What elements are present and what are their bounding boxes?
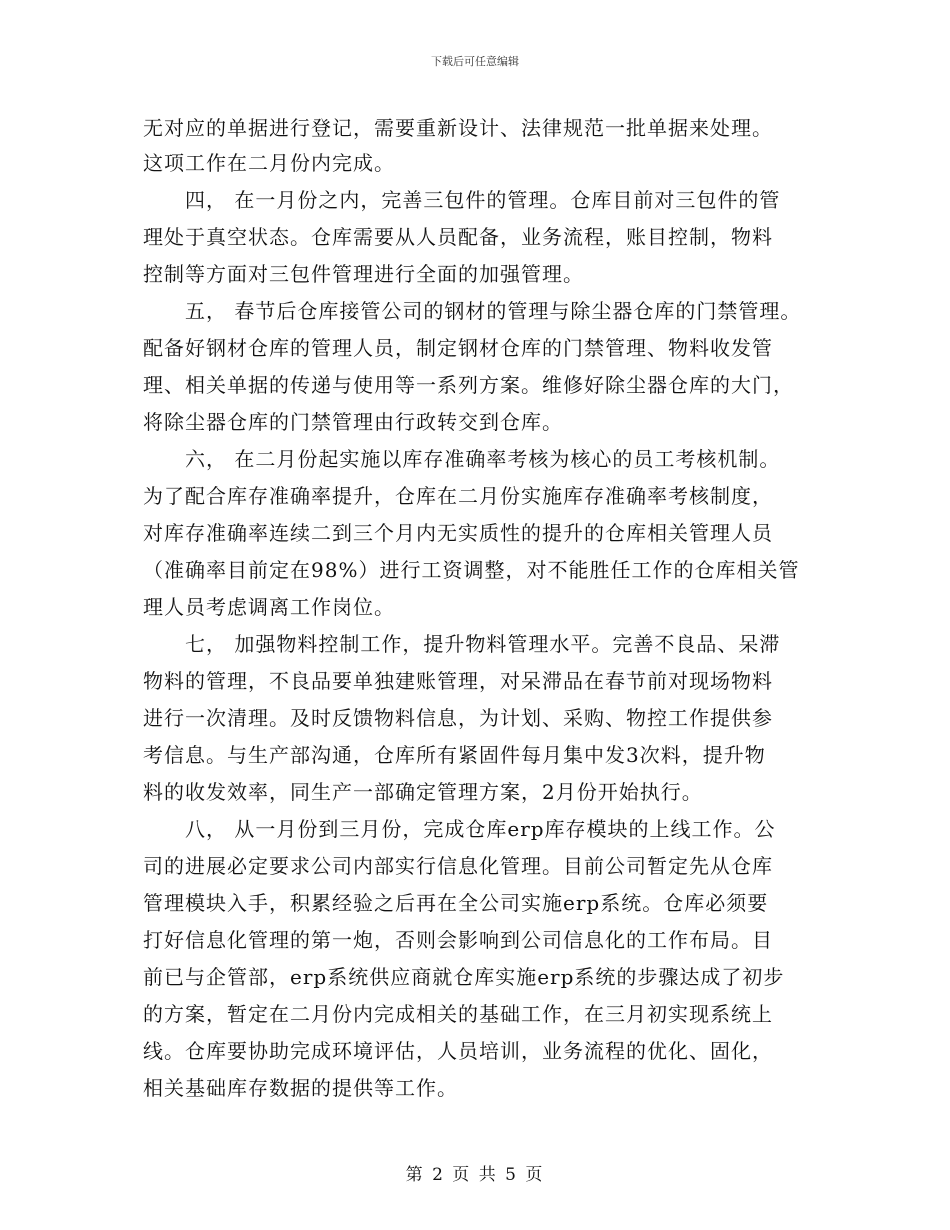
page-footer: 第 2 页 共 5 页 [405,1165,545,1185]
text-line: 料的收发效率，同生产一部确定管理方案，2月份开始执行。 [143,780,703,804]
text-line: 打好信息化管理的第一炮，否则会影响到公司信息化的工作布局。目 [143,928,773,952]
text-line: 理人员考虑调离工作岗位。 [143,595,395,619]
text-line: 前已与企管部，erp系统供应商就仓库实施erp系统的步骤达成了初步 [143,965,785,989]
text-line: 管理模块入手，积累经验之后再在全公司实施erp系统。仓库必须要 [143,891,769,915]
text-line: 为了配合库存准确率提升，仓库在二月份实施库存准确率考核制度， [143,484,773,508]
text-line: 的方案，暂定在二月份内完成相关的基础工作，在三月初实现系统上 [143,1002,773,1026]
text-line: 物料的管理，不良品要单独建账管理，对呆滞品在春节前对现场物料 [143,669,773,693]
text-line: 对库存准确率连续二到三个月内无实质性的提升的仓库相关管理人员 [143,521,773,545]
text-line: 相关基础库存数据的提供等工作。 [143,1076,458,1100]
text-line: 四， 在一月份之内，完善三包件的管理。仓库目前对三包件的管 [143,188,781,212]
text-line: 七， 加强物料控制工作，提升物料管理水平。完善不良品、呆滞 [143,632,781,656]
text-line: 理处于真空状态。仓库需要从人员配备，业务流程，账目控制，物料 [143,225,773,249]
text-line: 控制等方面对三包件管理进行全面的加强管理。 [143,262,584,286]
text-line: 八， 从一月份到三月份，完成仓库erp库存模块的上线工作。公 [143,817,776,841]
text-line: 五， 春节后仓库接管公司的钢材的管理与除尘器仓库的门禁管理。 [143,299,802,323]
text-line: 理、相关单据的传递与使用等一系列方案。维修好除尘器仓库的大门， [143,373,794,397]
text-line: 这项工作在二月份内完成。 [143,151,395,175]
text-line: 进行一次清理。及时反馈物料信息，为计划、采购、物控工作提供参 [143,706,773,730]
text-line: 司的进展必定要求公司内部实行信息化管理。目前公司暂定先从仓库 [143,854,773,878]
text-line: 无对应的单据进行登记，需要重新设计、法律规范一批单据来处理。 [143,116,773,140]
page-header: 下载后可任意编辑 [431,55,519,68]
text-line: 将除尘器仓库的门禁管理由行政转交到仓库。 [143,410,563,434]
text-line: 线。仓库要协助完成环境评估，人员培训，业务流程的优化、固化， [143,1039,773,1063]
text-line: 考信息。与生产部沟通，仓库所有紧固件每月集中发3次料，提升物 [143,743,766,767]
text-line: （准确率目前定在98%）进行工资调整，对不能胜任工作的仓库相关管 [143,558,800,582]
text-line: 六， 在二月份起实施以库存准确率考核为核心的员工考核机制。 [143,447,781,471]
text-line: 配备好钢材仓库的管理人员，制定钢材仓库的门禁管理、物料收发管 [143,336,773,360]
